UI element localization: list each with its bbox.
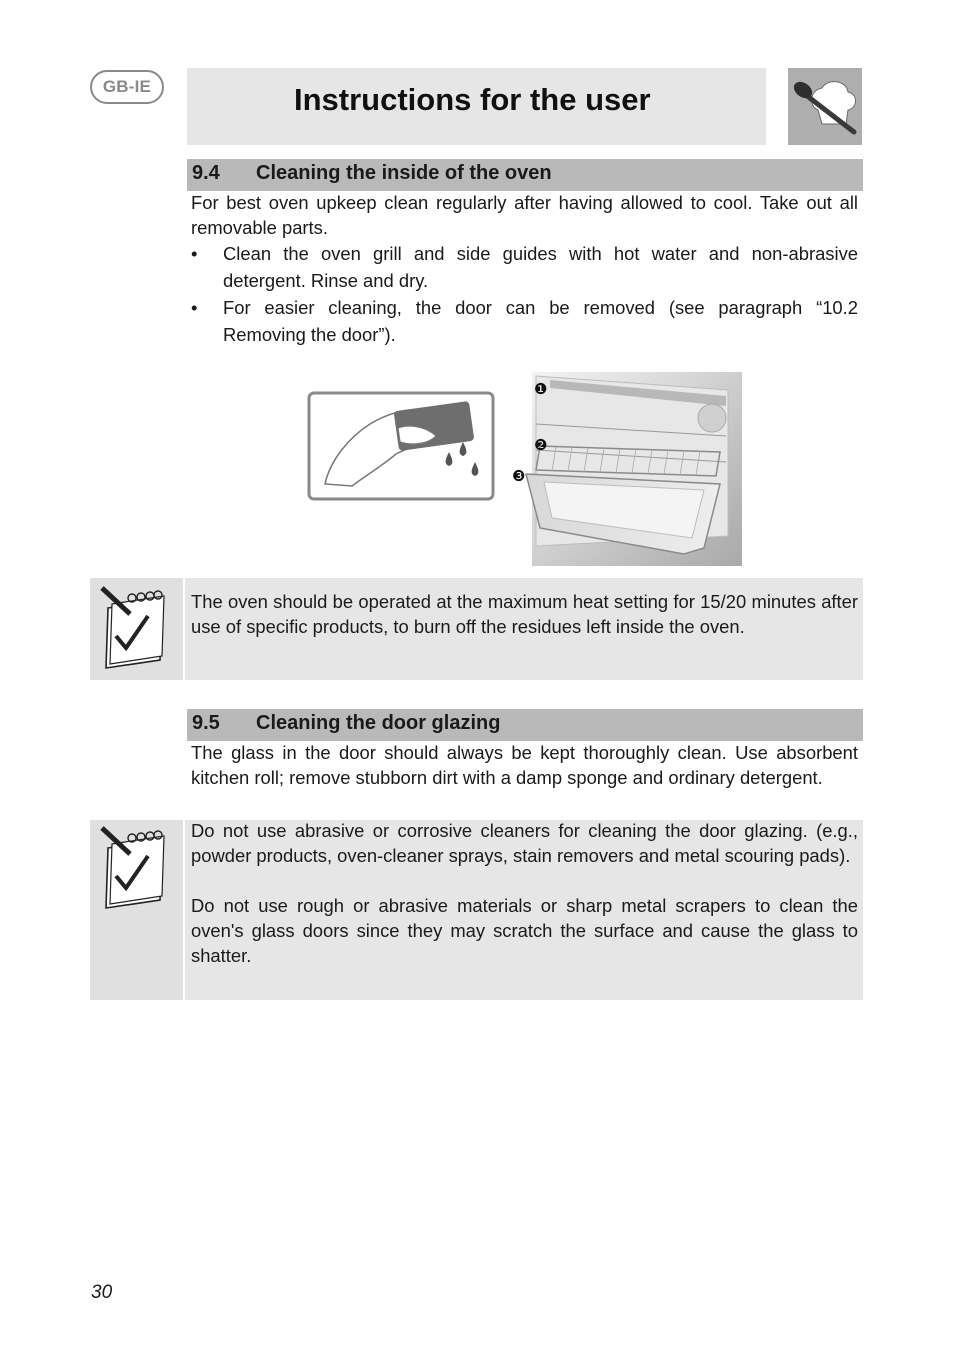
- note-box-glazing: [90, 820, 863, 1000]
- note-text-1: Do not use abrasive or corrosive cleaners for cleaning the door glazing. (e.g., powder products, oven-cleaner sprays, stain removers and metal scouring pads).: [191, 820, 858, 866]
- page-title: Instructions for the user: [294, 82, 651, 117]
- section-header-9-4: [187, 159, 863, 191]
- note-text-2: Do not use rough or abrasive materials or sharp metal scrapers to clean the oven's glass doors since they may scratch the surface and cause the glass to shatter.: [191, 895, 858, 966]
- illustration-svg: [300, 366, 750, 571]
- list-item-text: For easier cleaning, the door can be removed (see paragraph “10.2 Removing the door”).: [223, 297, 858, 345]
- bullet-icon: •: [191, 297, 198, 318]
- title-bar: [187, 68, 766, 145]
- section-title: Cleaning the inside of the oven: [256, 162, 552, 184]
- oven-cleaning-illustration: [300, 366, 750, 571]
- oven-interior-icon: [526, 372, 742, 566]
- figure-label-1: ❶: [534, 380, 548, 398]
- list-item-text: Clean the oven grill and side guides with hot water and non-abrasive detergent. Rinse and dry.: [223, 243, 858, 291]
- bullet-icon: •: [191, 243, 198, 264]
- notepad-check-icon: [90, 578, 185, 680]
- section-header-9-5: [187, 709, 863, 741]
- section-9-5-intro: The glass in the door should always be kept thoroughly clean. Use absorbent kitchen roll; remove stubborn dirt with a damp sponge and ordinary detergent.: [191, 742, 858, 788]
- figure-label-2: ❷: [534, 436, 548, 454]
- chef-hat-spoon-icon: [788, 68, 862, 145]
- section-number: 9.4: [192, 162, 220, 184]
- language-badge: GB-IE: [90, 70, 164, 104]
- notepad-check-icon: [90, 820, 185, 1000]
- section-title: Cleaning the door glazing: [256, 712, 501, 734]
- note-text: The oven should be operated at the maximum heat setting for 15/20 minutes after use of specific products, to burn off the residues left inside the oven.: [191, 591, 858, 637]
- note-box-residues: [90, 578, 863, 680]
- page-number: 30: [91, 1282, 113, 1303]
- section-9-4-intro: For best oven upkeep clean regularly after having allowed to cool. Take out all removable parts.: [191, 192, 858, 238]
- hand-sponge-icon: [309, 393, 493, 499]
- figure-label-3: ❸: [512, 467, 526, 485]
- section-number: 9.5: [192, 712, 220, 734]
